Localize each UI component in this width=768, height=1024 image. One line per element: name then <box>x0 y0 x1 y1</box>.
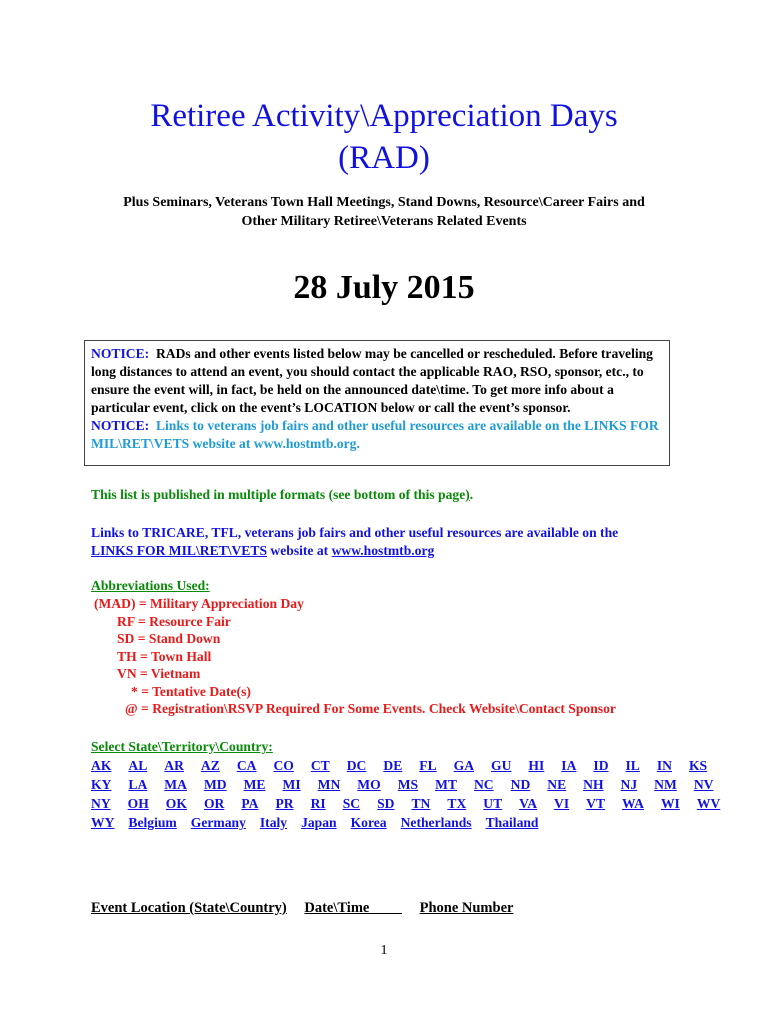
document-subtitle <box>60 193 708 231</box>
location-link-mi[interactable]: MI <box>282 777 301 792</box>
notice-text-1: RADs and other events listed below may be cancelled or rescheduled. Before traveling long distances to attend an event, you should contact the applicable RAO, RSO, sponsor, etc., to ensure the event will, in fact, be held on the announced date\time. To get more info about a particular event, click on the event’s LOCATION below or call the event’s sponsor. <box>91 346 653 415</box>
location-link-wi[interactable]: WI <box>660 796 680 811</box>
state-link-row <box>91 813 671 832</box>
location-link-nh[interactable]: NH <box>583 777 604 792</box>
state-link-row <box>91 794 721 813</box>
location-link-ar[interactable]: AR <box>164 758 184 773</box>
abbreviations-list <box>91 595 711 718</box>
location-link-vt[interactable]: VT <box>586 796 606 811</box>
state-link-grid <box>91 756 721 832</box>
location-link-tn[interactable]: TN <box>411 796 431 811</box>
location-link-nc[interactable]: NC <box>473 777 494 792</box>
links-text: Links to TRICARE, TFL, veterans job fairs and other useful resources are available on the <box>91 525 619 540</box>
state-link-row <box>91 775 714 794</box>
document-title <box>0 95 768 179</box>
location-link-sc[interactable]: SC <box>342 796 361 811</box>
links-middle-text: website at <box>267 543 332 558</box>
links-paragraph <box>91 524 711 560</box>
location-link-pa[interactable]: PA <box>241 796 259 811</box>
location-link-in[interactable]: IN <box>656 758 672 773</box>
location-link-de[interactable]: DE <box>383 758 403 773</box>
location-link-fl[interactable]: FL <box>419 758 437 773</box>
location-link-id[interactable]: ID <box>593 758 609 773</box>
location-link-az[interactable]: AZ <box>200 758 220 773</box>
location-link-wa[interactable]: WA <box>622 796 644 811</box>
location-link-ca[interactable]: CA <box>236 758 257 773</box>
location-link-ma[interactable]: MA <box>164 777 187 792</box>
location-link-nd[interactable]: ND <box>510 777 531 792</box>
abbr-item-mad: (MAD) = Military Appreciation Day <box>94 596 304 611</box>
notice-text-2: Links to veterans job fairs and other useful resources are available on the LINKS FOR MIL\RET\VETS website at www.hostmtb.org. <box>91 418 659 451</box>
location-link-mt[interactable]: MT <box>435 777 457 792</box>
event-table-header <box>91 898 711 918</box>
published-text: This list is published in multiple formats (see bottom of this page <box>91 487 466 502</box>
location-link-ct[interactable]: CT <box>310 758 330 773</box>
location-link-ia[interactable]: IA <box>561 758 577 773</box>
location-link-pr[interactable]: PR <box>275 796 294 811</box>
location-link-il[interactable]: IL <box>625 758 640 773</box>
location-link-sd[interactable]: SD <box>377 796 395 811</box>
location-link-ri[interactable]: RI <box>310 796 326 811</box>
document-date: 28 July 2015 <box>293 269 475 306</box>
subtitle-line-2: Other Military Retiree\Veterans Related Events <box>241 214 527 229</box>
notice-box <box>84 340 670 466</box>
location-link-thailand[interactable]: Thailand <box>485 815 539 830</box>
location-link-nv[interactable]: NV <box>693 777 714 792</box>
links-for-mil-ret-vets-link[interactable]: LINKS FOR MIL\RET\VETS <box>91 543 268 558</box>
column-phone-number: Phone Number <box>419 900 514 916</box>
hostmtb-link[interactable]: www.hostmtb.org <box>331 543 435 558</box>
column-event-location: Event Location (State\Country) <box>91 900 287 916</box>
location-link-ok[interactable]: OK <box>165 796 187 811</box>
abbr-item-tentative: * = Tentative Date(s) <box>131 683 251 699</box>
select-location-heading: Select State\Territory\Country: <box>91 739 273 754</box>
published-formats-note <box>91 486 711 504</box>
location-link-ut[interactable]: UT <box>483 796 503 811</box>
location-link-ms[interactable]: MS <box>397 777 419 792</box>
state-link-row <box>91 756 708 775</box>
location-link-korea[interactable]: Korea <box>350 815 387 830</box>
location-link-gu[interactable]: GU <box>491 758 512 773</box>
location-link-mo[interactable]: MO <box>357 777 381 792</box>
abbr-item-registration: @ = Registration\RSVP Required For Some Events. Check Website\Contact Sponsor <box>125 701 616 716</box>
location-link-la[interactable]: LA <box>128 777 148 792</box>
published-text-end: . <box>469 487 474 502</box>
notice-label-1: NOTICE: <box>91 346 150 361</box>
notice-label-2: NOTICE: <box>91 418 150 433</box>
location-link-me[interactable]: ME <box>243 777 266 792</box>
subtitle-line-1: Plus Seminars, Veterans Town Hall Meetings, Stand Downs, Resource\Career Fairs and <box>123 195 645 210</box>
column-date-time-label: Date\Time <box>304 900 370 916</box>
title-line-1: Retiree Activity\Appreciation Days <box>150 98 618 134</box>
location-link-al[interactable]: AL <box>128 758 148 773</box>
page-number: 1 <box>380 943 388 958</box>
location-link-nm[interactable]: NM <box>654 777 677 792</box>
location-link-ky[interactable]: KY <box>91 777 112 792</box>
location-link-wv[interactable]: WV <box>696 796 721 811</box>
location-link-ak[interactable]: AK <box>91 758 112 773</box>
location-link-or[interactable]: OR <box>203 796 225 811</box>
location-link-ga[interactable]: GA <box>453 758 475 773</box>
abbr-item-vn: VN = Vietnam <box>117 666 201 681</box>
location-link-ks[interactable]: KS <box>688 758 708 773</box>
location-link-italy[interactable]: Italy <box>259 815 288 830</box>
location-link-netherlands[interactable]: Netherlands <box>400 815 472 830</box>
abbr-item-rf: RF = Resource Fair <box>117 613 231 629</box>
abbr-item-sd: SD = Stand Down <box>117 631 221 646</box>
location-link-oh[interactable]: OH <box>127 796 149 811</box>
location-link-vi[interactable]: VI <box>554 796 570 811</box>
location-link-japan[interactable]: Japan <box>301 815 337 830</box>
location-link-germany[interactable]: Germany <box>190 815 246 830</box>
abbreviations-heading: Abbreviations Used: <box>91 578 210 593</box>
location-link-ne[interactable]: NE <box>547 777 567 792</box>
column-date-time <box>304 898 402 918</box>
location-link-co[interactable]: CO <box>273 758 294 773</box>
location-link-hi[interactable]: HI <box>528 758 545 773</box>
title-line-2: (RAD) <box>338 140 430 176</box>
location-link-nj[interactable]: NJ <box>620 777 638 792</box>
location-link-wy[interactable]: WY <box>91 815 115 830</box>
location-link-mn[interactable]: MN <box>317 777 341 792</box>
location-link-dc[interactable]: DC <box>346 758 367 773</box>
abbr-item-th: TH = Town Hall <box>117 648 212 664</box>
location-link-belgium[interactable]: Belgium <box>128 815 177 830</box>
published-formats-link[interactable]: ) <box>465 487 470 502</box>
location-link-md[interactable]: MD <box>203 777 227 792</box>
location-link-tx[interactable]: TX <box>447 796 467 811</box>
location-link-ny[interactable]: NY <box>91 796 111 811</box>
location-link-va[interactable]: VA <box>519 796 538 811</box>
